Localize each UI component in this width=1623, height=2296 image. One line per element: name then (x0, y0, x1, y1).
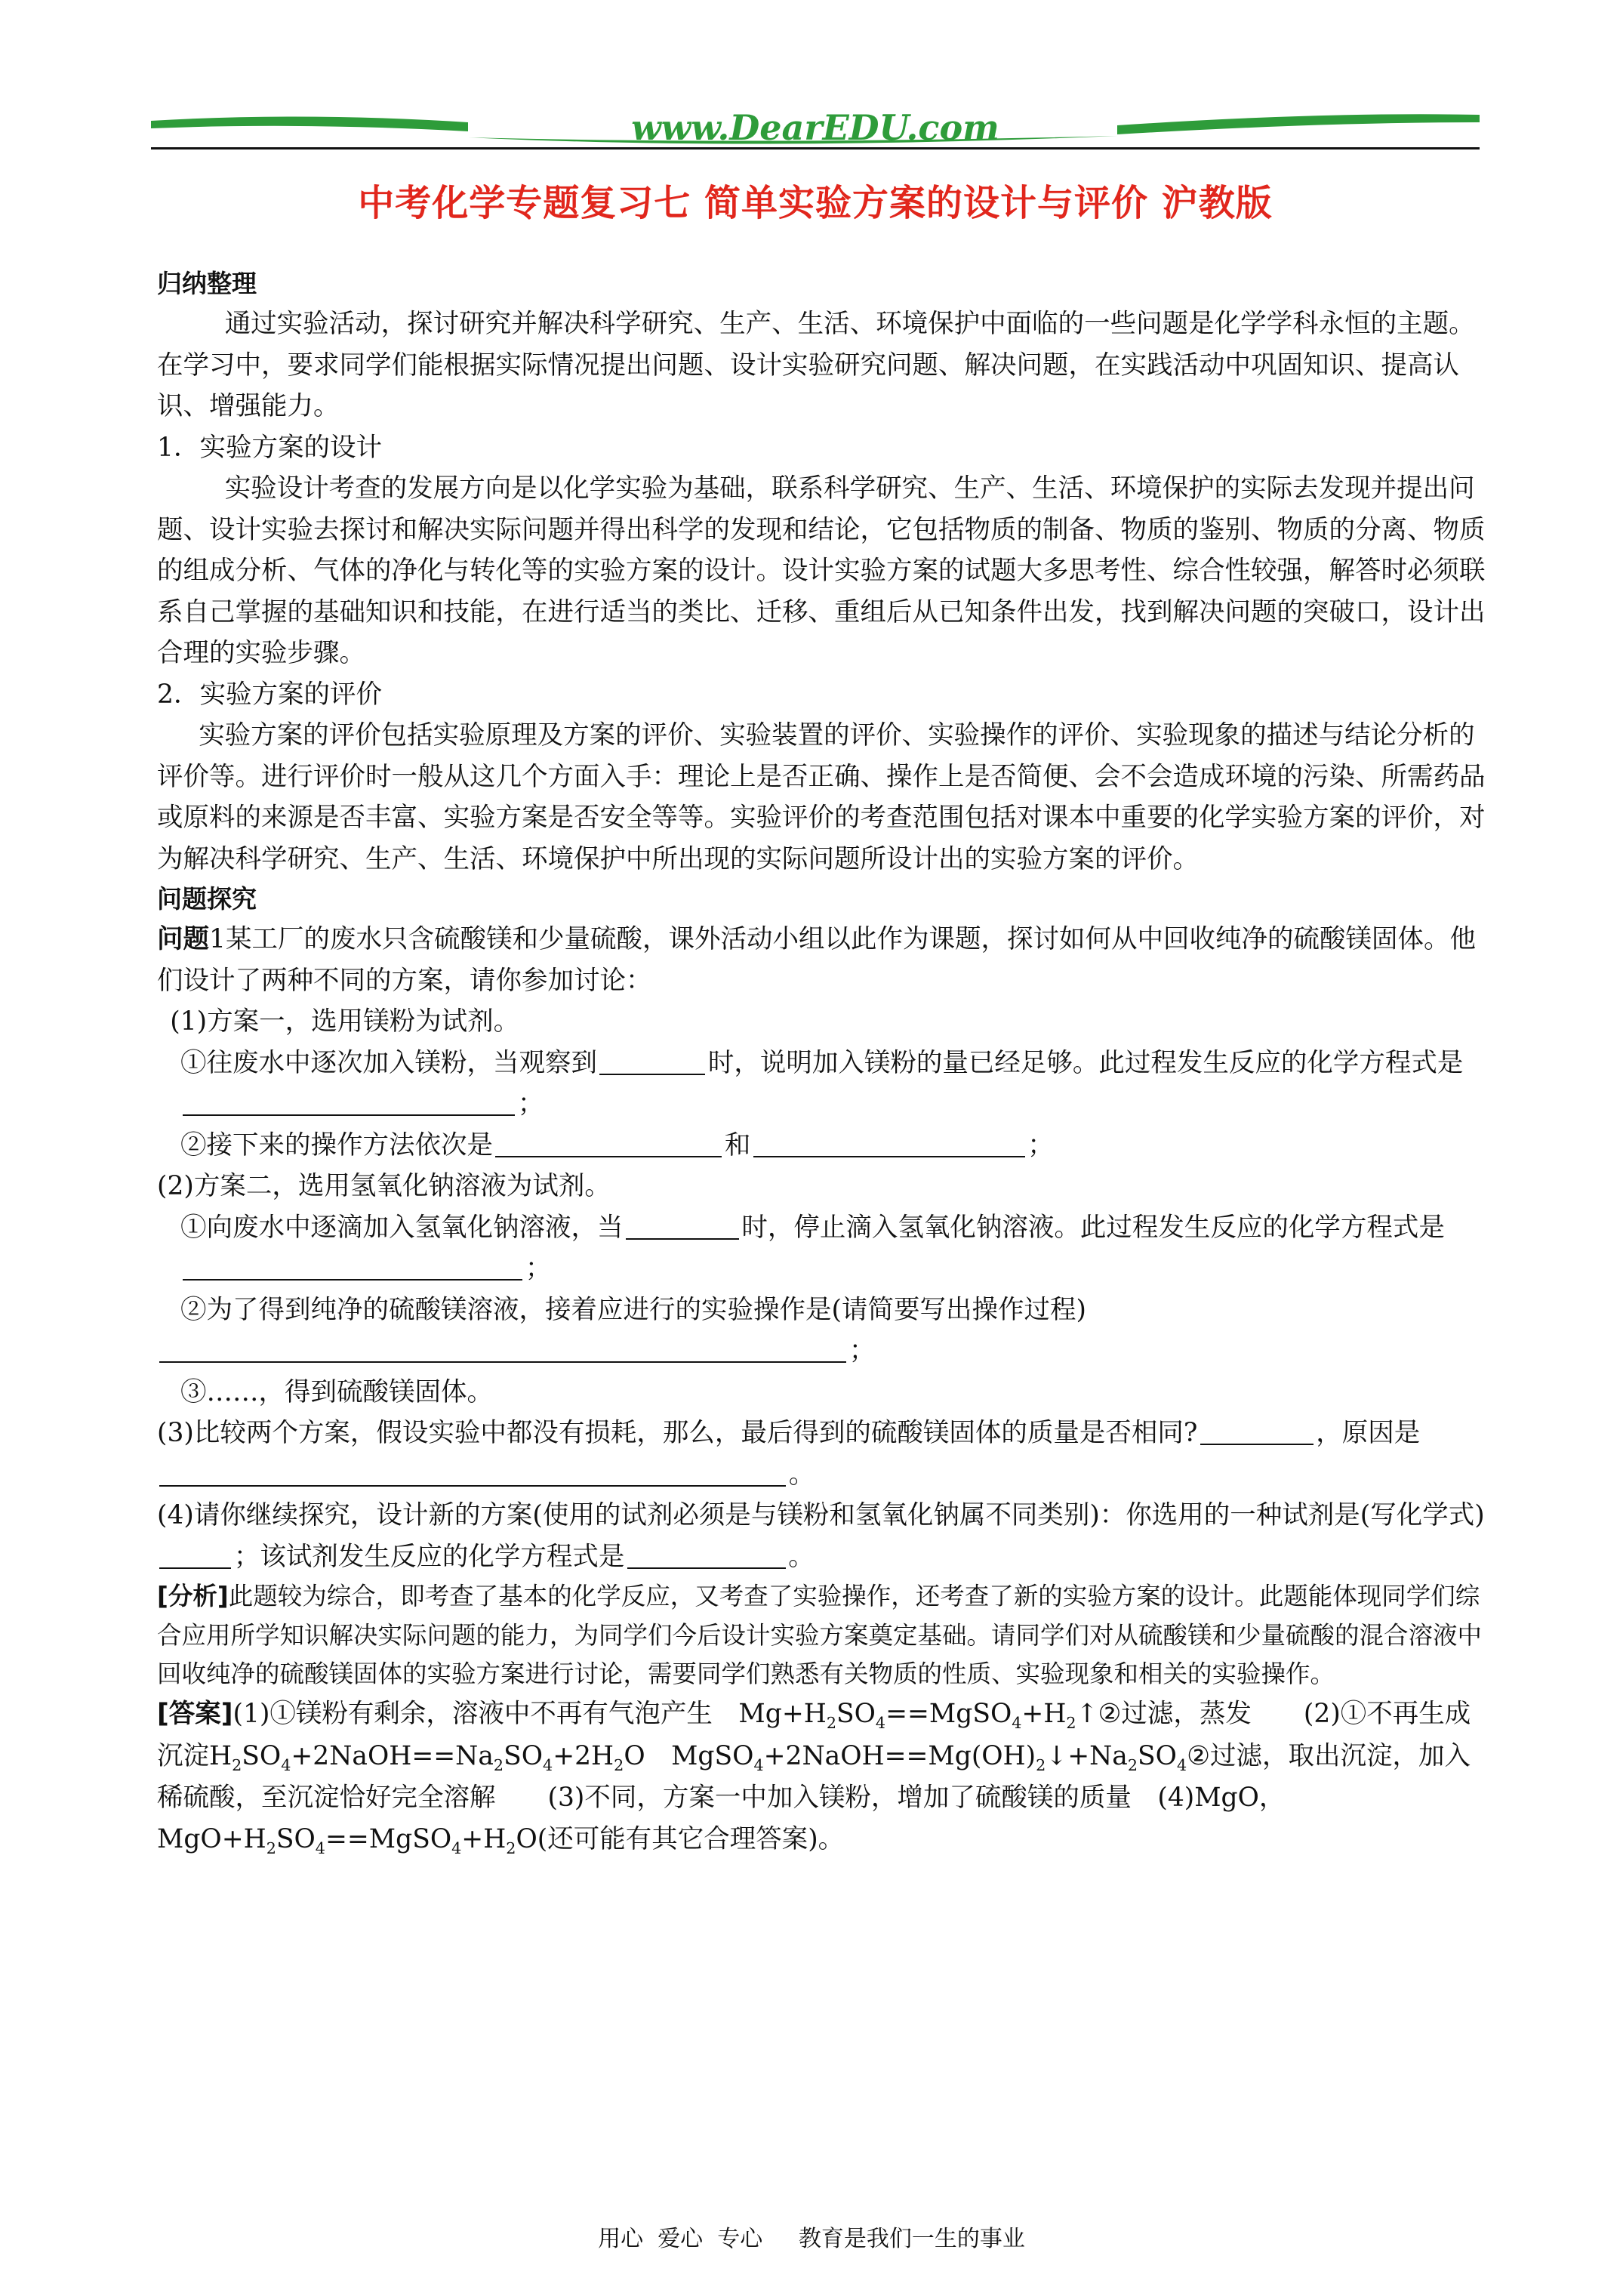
answer-label: [答案] (157, 1699, 233, 1730)
answer-blank[interactable] (159, 1539, 231, 1569)
section-heading-summary: 归纳整理 (157, 269, 257, 298)
summary-intro-paragraph: 通过实验活动，探讨研究并解决科学研究、生产、生活、环境保护中面临的一些问题是化学学科永恒的主题。在学习中，要求同学们能根据实际情况提出问题、设计实验研究问题、解决问题，在实践活动中巩固知识、提高认识、增强能力。 (157, 309, 1475, 422)
answer-blank[interactable] (626, 1210, 739, 1240)
evaluation-paragraph: 实验方案的评价包括实验原理及方案的评价、实验装置的评价、实验操作的评价、实验现象的描述与结论分析的评价等。进行评价时一般从这几个方面入手：理论上是否正确、操作上是否简便、会不会造成环境的污染、所需药品或原料的来源是否丰富、实验方案是否安全等等。实验评价的考查范围包括对课本中重要的化学实验方案的评价，对为解决科学研究、生产、生活、环境保护中所出现的实际问题所设计出的实验方案的评价。 (157, 720, 1486, 874)
analysis-label: [分析] (157, 1582, 229, 1611)
document-title: 中考化学专题复习七 简单实验方案的设计与评价 沪教版 (358, 182, 1273, 224)
question-part-1: (1)方案一，选用镁粉为试剂。 (170, 1006, 520, 1037)
answer-blank[interactable] (183, 1086, 515, 1116)
header-logo-text: www.DearEDU.com (631, 107, 999, 148)
question-1-stem: 问题1某工厂的废水只含硫酸镁和少量硫酸，课外活动小组以此作为课题，探讨如何从中回收纯净的硫酸镁固体。他们设计了两种不同的方案，请你参加讨论： (157, 924, 1476, 996)
answer-blank[interactable] (495, 1127, 722, 1157)
answer-paragraph: [答案](1)①镁粉有剩余，溶液中不再有气泡产生 $Mg+H_2SO_4==MgSO_4+H_2↑②$过滤，蒸发 (2)①不再生成沉淀$H_2SO_4+2NaOH==Na_2SO_4+2H_2O$ $MgSO_4+2NaOH==Mg(OH)_2↓+Na_2SO_4②$过滤，取出沉淀，加入稀硫酸，至沉淀恰好完全溶解 (3)不同，方案一中加入镁粉，增加了硫酸镁的质量 (4)MgO，$MgO+H_2SO_4==MgSO_4+H_2O$(还可能有其它合理答案)。 (157, 1699, 1471, 1857)
question-part-2c: ③……，得到硫酸镁固体。 (180, 1376, 494, 1407)
answer-blank[interactable] (159, 1333, 846, 1363)
design-paragraph: 实验设计考查的发展方向是以化学实验为基础，联系科学研究、生产、生活、环境保护的实际去发现并提出问题、设计实验去探讨和解决实际问题并得出科学的发现和结论，它包括物质的制备、物质的鉴别、物质的分离、物质的组成分析、气体的净化与转化等的实验方案的设计。设计实验方案的试题大多思考性、综合性较强，解答时必须联系自己掌握的基础知识和技能，在进行适当的类比、迁移、重组后从已知条件出发，找到解决问题的突破口，设计出合理的实验步骤。 (157, 473, 1486, 669)
answer-blank[interactable] (753, 1127, 1025, 1157)
answer-blank[interactable] (159, 1456, 786, 1487)
analysis-paragraph: [分析]此题较为综合，即考查了基本的化学反应，又考查了实验操作，还考查了新的实验方案的设计。此题能体现同学们综合应用所学知识解决实际问题的能力，为同学们今后设计实验方案奠定基础。请同学们对从硫酸镁和少量硫酸的混合溶液中回收纯净的硫酸镁固体的实验方案进行讨论，需要同学们熟悉有关物质的性质、实验现象和相关的实验操作。 (157, 1582, 1483, 1688)
answer-blank[interactable] (183, 1250, 522, 1281)
question-part-2a: ①向废水中逐滴加入氢氧化钠溶液，当 时，停止滴入氢氧化钠溶液。此过程发生反应的化学方程式是； (157, 1207, 1486, 1290)
question-part-1b: ②接下来的操作方法依次是 和 ； (157, 1125, 1486, 1166)
question-part-2: (2)方案二，选用氢氧化钠溶液为试剂。 (157, 1171, 611, 1202)
subsection-title-evaluation: 2．实验方案的评价 (157, 679, 382, 710)
question-part-1a: ①往废水中逐次加入镁粉，当观察到 时，说明加入镁粉的量已经足够。此过程发生反应的化学方程式是； (157, 1043, 1486, 1125)
answer-blank[interactable] (627, 1539, 786, 1569)
section-heading-explore: 问题探究 (157, 884, 257, 914)
question-part-2b-answer-line: ； (157, 1330, 1486, 1372)
subsection-title-design: 1．实验方案的设计 (157, 432, 382, 463)
answer-blank[interactable] (1200, 1415, 1313, 1445)
question-part-3: (3)比较两个方案，假设实验中都没有损耗，那么，最后得到的硫酸镁固体的质量是否相同? ，原因是。 (157, 1413, 1486, 1495)
header-rule (151, 147, 1480, 149)
question-part-2b: ②为了得到纯净的硫酸镁溶液，接着应进行的实验操作是(请简要写出操作过程) (180, 1294, 1086, 1325)
question-label: 问题 (157, 924, 209, 955)
question-part-4: (4)请你继续探究，设计新的方案(使用的试剂必须是与镁粉和氢氧化钠属不同类别)：你选用的一种试剂是(写化学式)；该试剂发生反应的化学方程式是 。 (157, 1500, 1485, 1572)
page-footer: 用心 爱心 专心 教育是我们一生的事业 (598, 2226, 1025, 2252)
document-body (157, 264, 1486, 1861)
answer-blank[interactable] (599, 1045, 705, 1075)
